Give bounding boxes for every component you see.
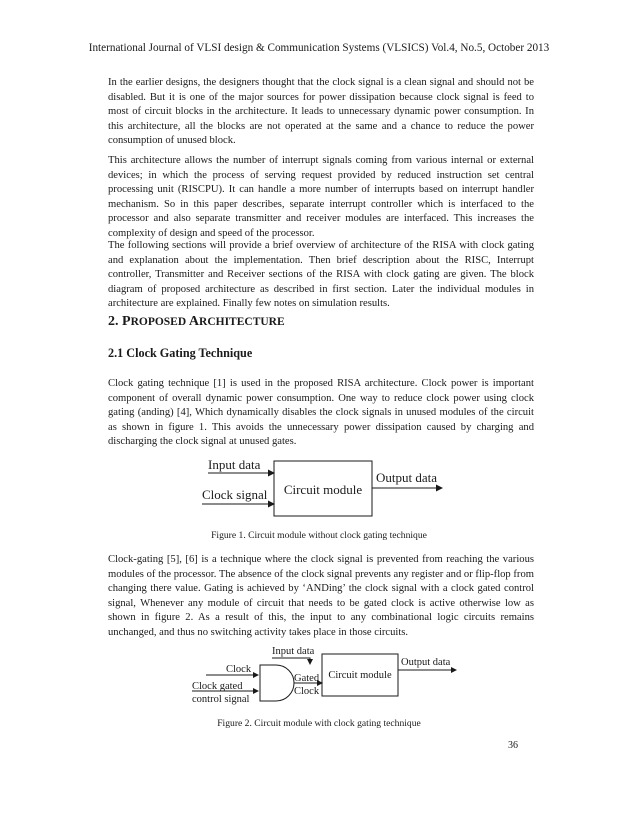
paragraph-clock-gating: Clock gating technique [1] is used in the proposed RISA architecture. Clock power is important component of overall dynamic power consumption. One way to reduce clock power using clock gating (anding) [4], Which dynamically disables the clock signals in unused modules of the circuit as shown in figure 1. This avoids the unnecessary power dissipation caused by charging and discharging the clock signal at unused gates. — [108, 378, 534, 448]
paragraph-interrupt-architecture: This architecture allows the number of interrupt signals coming from various internal or external devices; in which the process of serving request provided by reduced instruction set central processing unit (RISCPU). It can handle a more number of interrupts based on interrupt handler mechanism. So in this paper describes, separate interrupt controller which is interfaced to the processor and also separate transmitter and receiver modules are interfaced. This increases the complexity of design and speed of the processor. — [108, 155, 534, 239]
figure-2-caption: Figure 2. Circuit module with clock gating technique — [217, 718, 421, 729]
fig2-clock-label: Clock — [226, 664, 252, 675]
paragraph-section-overview: The following sections will provide a brief overview of architecture of the RISA with clock gating and explanation about the implementation. Then brief description about the RISC, Interrupt controller, Transmitter and Receiver sections of the RISA with clock gating are given. The block diagram of proposed architecture as described in first section. Later the individual modules in architecture are explained. Finally few notes on simulation results. — [108, 240, 534, 310]
fig2-block-label: Circuit module — [328, 670, 392, 681]
and-gate-icon — [260, 665, 294, 701]
fig2-output-label: Output data — [401, 657, 451, 668]
fig2-gated-label-2: Clock — [294, 686, 320, 697]
fig2-gated-label-1: Gated — [294, 673, 320, 684]
fig1-output-label: Output data — [376, 470, 438, 485]
section-heading: 2. PROPOSED ARCHITECTURE — [108, 314, 285, 329]
section-number: 2. — [108, 314, 119, 329]
fig2-control-label-2: control signal — [192, 694, 250, 705]
figure-2-diagram — [188, 643, 468, 709]
fig1-block-label: Circuit module — [283, 482, 363, 497]
subsection-heading: 2.1 Clock Gating Technique — [108, 346, 253, 360]
running-header: International Journal of VLSI design & Communication Systems (VLSICS) Vol.4, No.5, October 2013 — [88, 42, 550, 54]
figure-1-diagram — [190, 458, 450, 520]
paragraph-clock-gating-method: Clock-gating [5], [6] is a technique where the clock signal is prevented from reaching the various modules of the processor. The absence of the clock signal prevents any register and or flip-flop from changing there value. Gating is achieved by ‘ANDing’ the clock signal with a clock gated control signal, Whenever any module of circuit that needs to be gated clock is active otherwise low as shown in figure 2. As a result of this, the input to any combinational logic circuits remains unchanged, and thus no switching activity takes place in those circuits. — [108, 554, 534, 638]
fig2-input-arrow — [272, 658, 310, 664]
fig2-control-label-1: Clock gated — [192, 681, 243, 692]
fig2-input-label: Input data — [272, 646, 315, 657]
page-number: 36 — [508, 740, 518, 751]
fig1-clock-label: Clock signal — [202, 487, 268, 502]
fig1-input-label: Input data — [208, 458, 261, 472]
figure-1-caption: Figure 1. Circuit module without clock gating technique — [211, 530, 427, 541]
paragraph-power-dissipation: In the earlier designs, the designers thought that the clock signal is a clean signal and should not be disabled. But it is one of the major sources for power dissipation because clock signal is feed to most of circuit blocks in the architecture. It leads to unnecessary dynamic power consumption. In this architecture, all the blocks are not operated at the same and a chance to reduce the power consumption of unused block. — [108, 77, 534, 147]
